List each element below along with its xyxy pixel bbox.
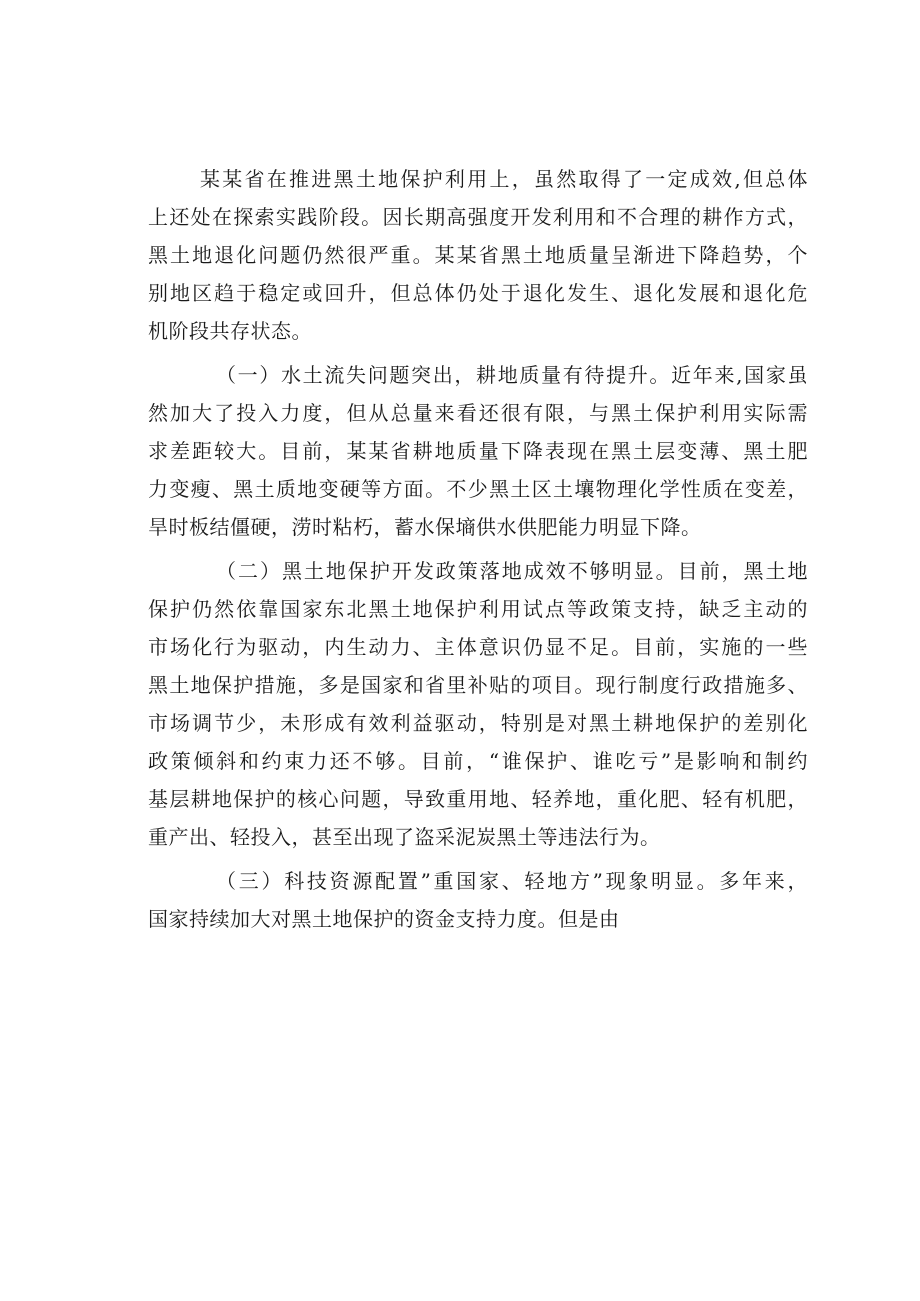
text-line: 重产出、轻投入，甚至出现了盗采泥炭黑土等违法行为。 [148,825,661,849]
text-line: 然加大了投入力度，但从总量来看还很有限，与黑土保护利用实际需 [148,401,808,425]
text-line: （一）水土流失问题突出，耕地质量有待提升。近年来,国家虽 [216,363,808,387]
text-line: 机阶段共存状态。 [148,319,312,343]
text-line: 旱时板结僵硬，涝时粘朽，蓄水保墒供水供肥能力明显下降。 [148,515,702,539]
paragraph-section-2 [148,552,808,856]
text-line: 别地区趋于稳定或回升，但总体仍处于退化发生、退化发展和退化危 [148,281,808,305]
paragraph-intro [148,160,808,350]
text-line: （二）黑土地保护开发政策落地成效不够明显。目前，黑土地 [216,559,808,583]
text-line: 基层耕地保护的核心问题，导致重用地、轻养地，重化肥、轻有机肥， [148,787,808,811]
text-line: 黑土地退化问题仍然很严重。某某省黑土地质量呈渐进下降趋势，个 [148,243,808,267]
text-line: 市场化行为驱动，内生动力、主体意识仍显不足。目前，实施的一些 [148,635,808,659]
text-line: 市场调节少，未形成有效利益驱动，特别是对黑土耕地保护的差别化 [148,711,808,735]
text-line: 国家持续加大对黑土地保护的资金支持力度。但是由 [148,907,620,931]
document-body [148,160,808,938]
text-line: 求差距较大。目前，某某省耕地质量下降表现在黑土层变薄、黑土肥 [148,439,808,463]
text-line: 保护仍然依靠国家东北黑土地保护利用试点等政策支持，缺乏主动的 [148,597,808,621]
text-line: 某某省在推进黑土地保护利用上，虽然取得了一定成效,但总体 [200,167,808,191]
text-line: 上还处在探索实践阶段。因长期高强度开发利用和不合理的耕作方式， [148,205,808,229]
text-line: 力变瘦、黑土质地变硬等方面。不少黑土区土壤物理化学性质在变差， [148,477,808,501]
text-line: （三）科技资源配置”重国家、轻地方”现象明显。多年来， [216,869,808,893]
paragraph-section-1 [148,356,808,546]
paragraph-section-3 [148,862,808,938]
text-line: 黑土地保护措施，多是国家和省里补贴的项目。现行制度行政措施多、 [148,673,808,697]
text-line: 政策倾斜和约束力还不够。目前，“谁保护、谁吃亏”是影响和制约 [148,749,808,773]
